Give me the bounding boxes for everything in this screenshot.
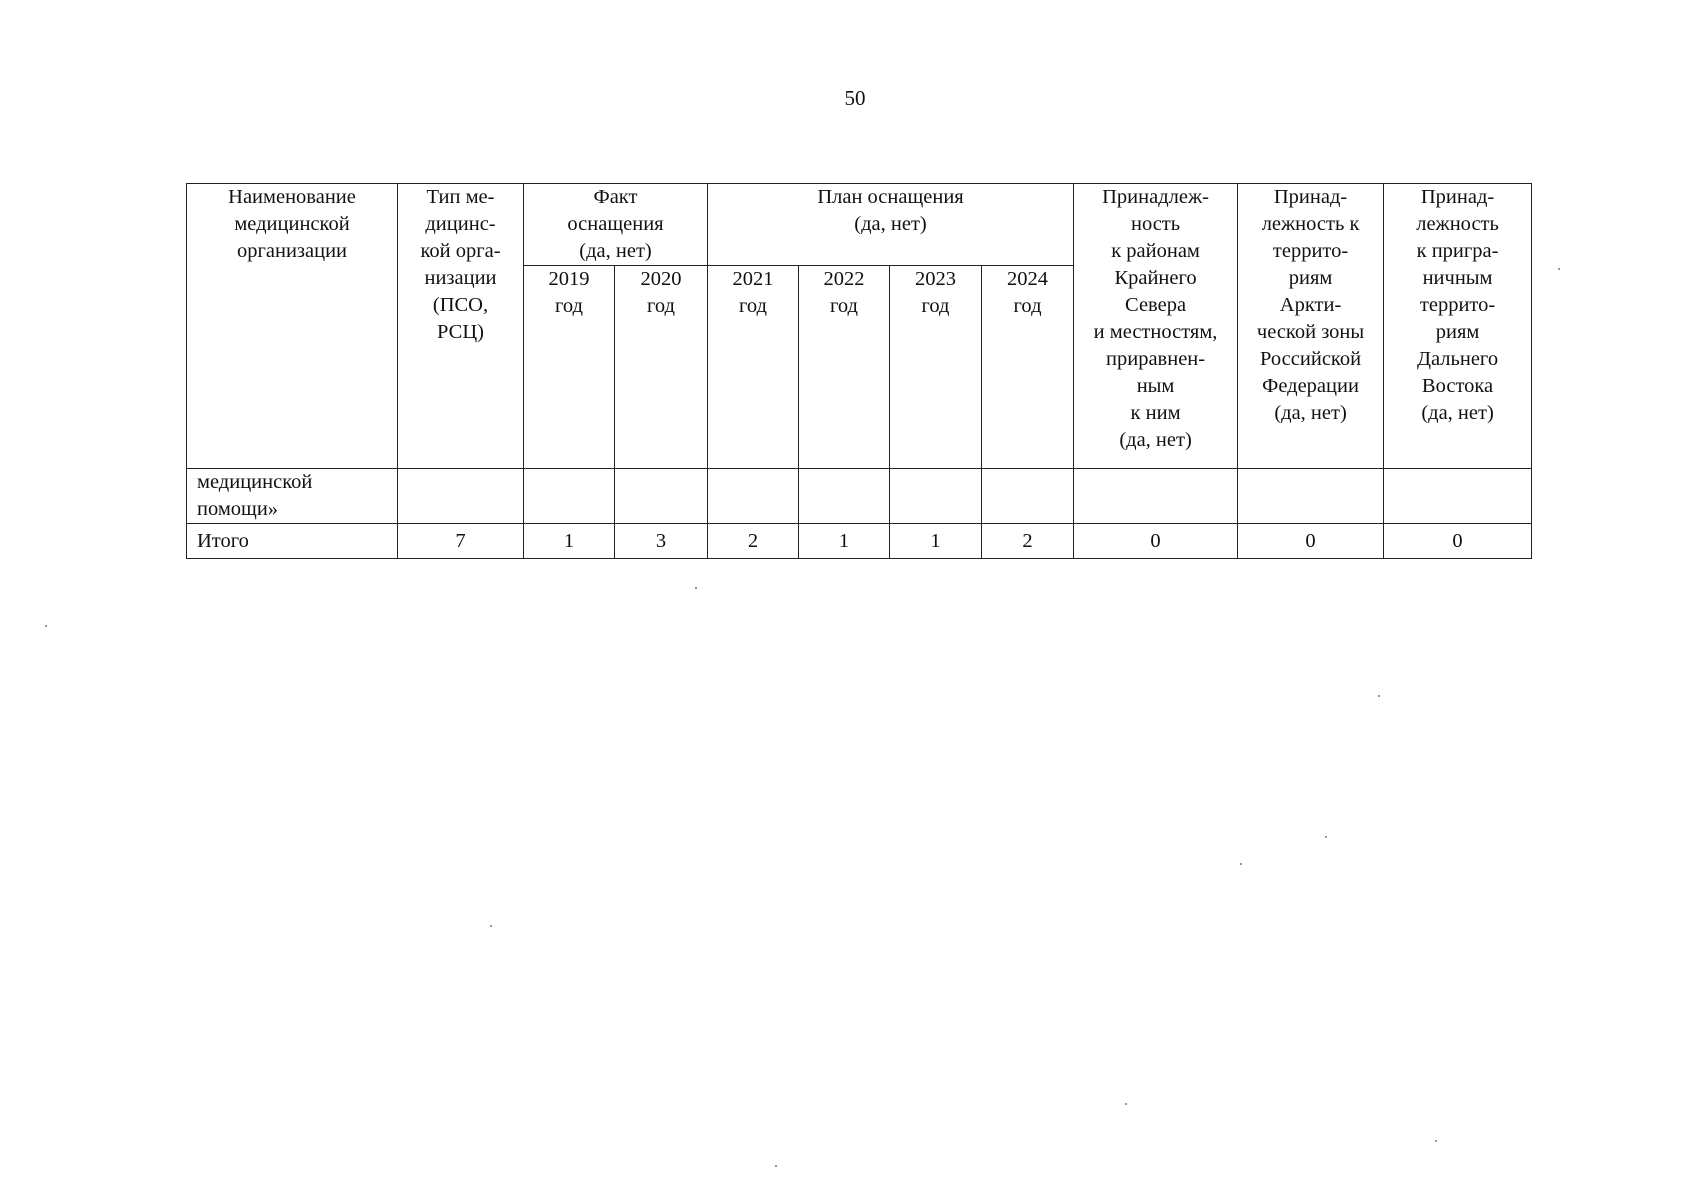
total-2023: 1 bbox=[890, 524, 982, 559]
empty-cell bbox=[890, 469, 982, 524]
total-2019: 1 bbox=[524, 524, 615, 559]
total-org-type: 7 bbox=[398, 524, 524, 559]
header-fact-group: Факт оснащения (да, нет) bbox=[524, 184, 708, 266]
empty-cell bbox=[615, 469, 708, 524]
header-org-type: Тип ме- дицинс- кой орга- низации (ПСО, РСЦ) bbox=[398, 184, 524, 469]
total-far-north: 0 bbox=[1074, 524, 1238, 559]
total-2024: 2 bbox=[982, 524, 1074, 559]
total-2021: 2 bbox=[708, 524, 799, 559]
total-2022: 1 bbox=[799, 524, 890, 559]
total-arctic: 0 bbox=[1238, 524, 1384, 559]
header-far-north: Принадлеж- ность к районам Крайнего Севера и местностям, приравнен- ным к ним (да, нет) bbox=[1074, 184, 1238, 469]
header-year-2021: 2021 год bbox=[708, 266, 799, 469]
header-year-2024: 2024 год bbox=[982, 266, 1074, 469]
table-row-total bbox=[187, 524, 1532, 559]
empty-cell bbox=[1238, 469, 1384, 524]
empty-cell bbox=[524, 469, 615, 524]
header-year-2019: 2019 год bbox=[524, 266, 615, 469]
header-year-2022: 2022 год bbox=[799, 266, 890, 469]
empty-cell bbox=[1384, 469, 1532, 524]
empty-cell bbox=[708, 469, 799, 524]
header-org-name: Наименование медицинской организации bbox=[187, 184, 398, 469]
total-far-east: 0 bbox=[1384, 524, 1532, 559]
header-far-east: Принад- лежность к пригра- ничным террито- риям Дальнего Востока (да, нет) bbox=[1384, 184, 1532, 469]
empty-cell bbox=[1074, 469, 1238, 524]
page-number: 50 bbox=[844, 86, 866, 110]
equipment-table bbox=[186, 183, 1532, 559]
header-year-2023: 2023 год bbox=[890, 266, 982, 469]
header-arctic: Принад- лежность к террито- риям Аркти- ческой зоны Российской Федерации (да, нет) bbox=[1238, 184, 1384, 469]
header-year-2020: 2020 год bbox=[615, 266, 708, 469]
empty-cell bbox=[799, 469, 890, 524]
empty-cell bbox=[982, 469, 1074, 524]
header-plan-group: План оснащения (да, нет) bbox=[708, 184, 1074, 266]
total-label: Итого bbox=[187, 524, 398, 559]
header-row-1 bbox=[187, 184, 1532, 266]
org-name-cell: медицинской помощи» bbox=[187, 469, 398, 524]
empty-cell bbox=[398, 469, 524, 524]
total-2020: 3 bbox=[615, 524, 708, 559]
table-row-continuation bbox=[187, 469, 1532, 524]
